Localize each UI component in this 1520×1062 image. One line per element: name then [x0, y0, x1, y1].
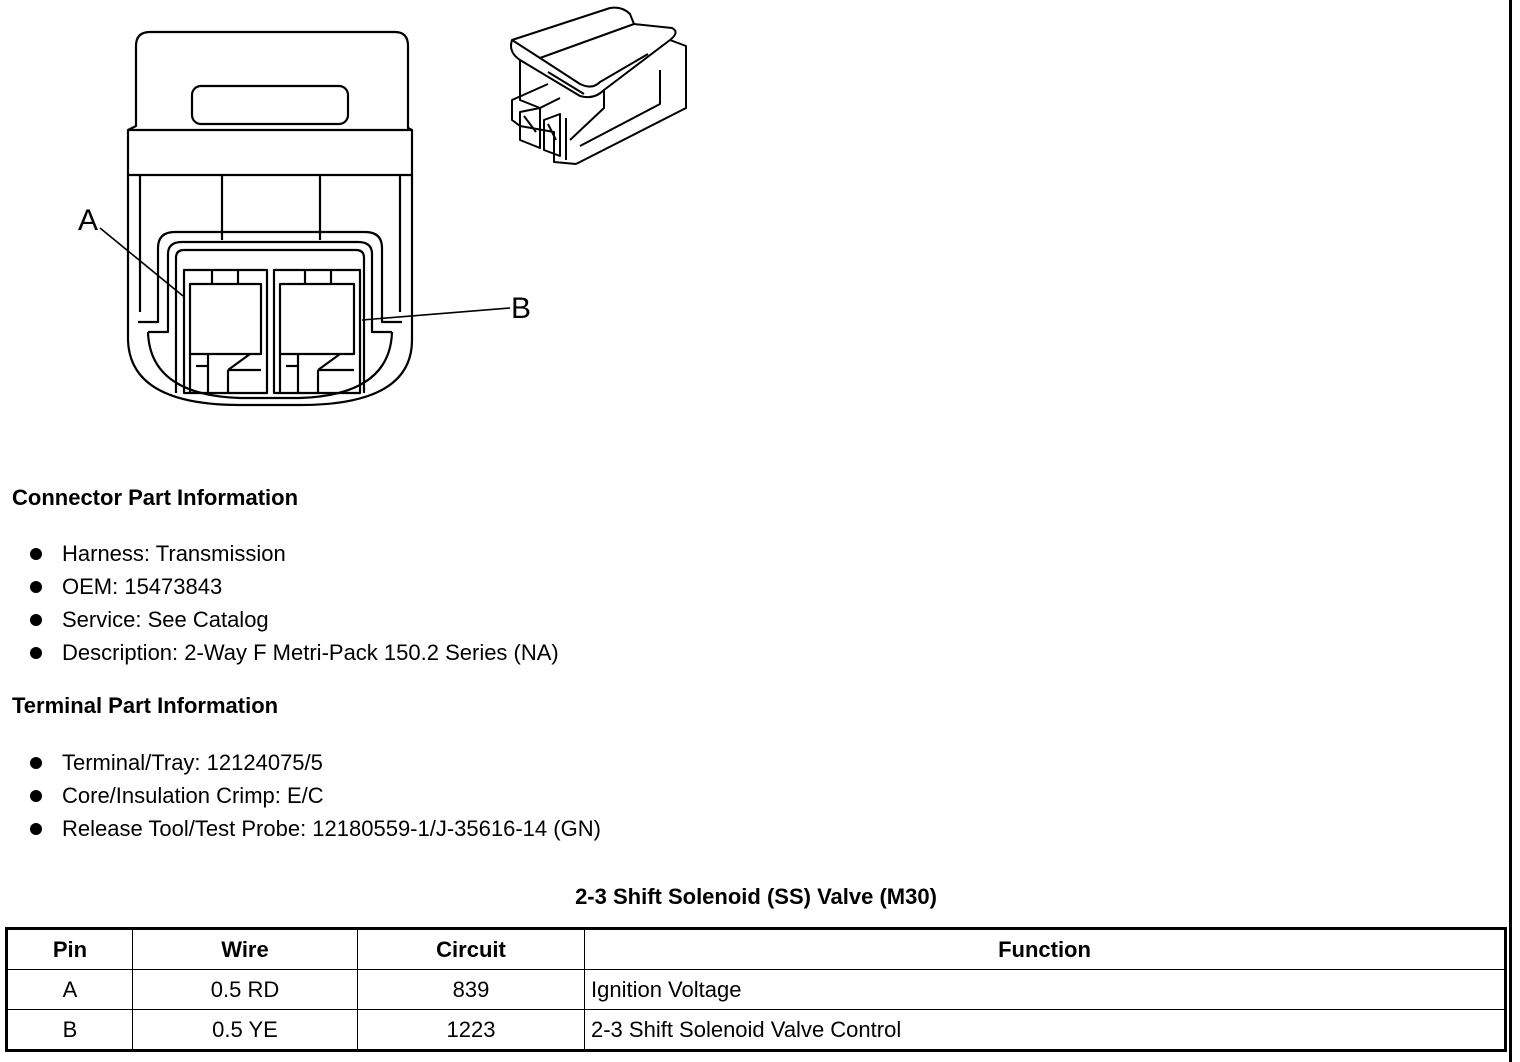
bullet-icon	[30, 548, 42, 560]
column-header-circuit: Circuit	[358, 929, 585, 970]
list-item: Service: See Catalog	[26, 603, 559, 636]
cell-wire: 0.5 YE	[133, 1010, 358, 1051]
column-header-function: Function	[585, 929, 1506, 970]
column-header-pin: Pin	[7, 929, 133, 970]
connector-side-view	[511, 8, 686, 164]
terminal-cavity-b	[274, 270, 360, 393]
cell-function: Ignition Voltage	[585, 970, 1506, 1010]
cell-circuit: 839	[358, 970, 585, 1010]
table-title: 2-3 Shift Solenoid (SS) Valve (M30)	[575, 884, 937, 909]
list-item: Core/Insulation Crimp: E/C	[26, 779, 601, 812]
table-row	[7, 970, 1506, 1010]
bullet-icon	[30, 581, 42, 593]
pinout-table	[5, 927, 1507, 1052]
list-item: OEM: 15473843	[26, 570, 559, 603]
connector-info-list	[26, 537, 559, 669]
bullet-icon	[30, 614, 42, 626]
connector-body-outline	[128, 32, 412, 405]
cell-circuit: 1223	[358, 1010, 585, 1051]
terminal-cavity-a	[184, 270, 267, 393]
list-item: Description: 2-Way F Metri-Pack 150.2 Series (NA)	[26, 636, 559, 669]
table-header-row	[7, 929, 1506, 970]
connector-diagram	[0, 0, 720, 430]
cell-function: 2-3 Shift Solenoid Valve Control	[585, 1010, 1506, 1051]
bullet-icon	[30, 647, 42, 659]
cell-wire: 0.5 RD	[133, 970, 358, 1010]
bullet-icon	[30, 790, 42, 802]
cell-pin: B	[7, 1010, 133, 1051]
pin-label-a: A	[78, 204, 99, 237]
leader-line-a	[100, 228, 183, 296]
terminal-info-list	[26, 746, 601, 845]
bullet-icon	[30, 823, 42, 835]
cell-pin: A	[7, 970, 133, 1010]
bullet-icon	[30, 757, 42, 769]
terminal-info-title: Terminal Part Information	[12, 693, 279, 718]
connector-info-title: Connector Part Information	[12, 485, 299, 510]
pin-label-b: B	[511, 292, 532, 325]
table-row	[7, 1010, 1506, 1051]
list-item: Release Tool/Test Probe: 12180559-1/J-35616-14 (GN)	[26, 812, 601, 845]
column-header-wire: Wire	[133, 929, 358, 970]
leader-line-b	[362, 308, 510, 320]
list-item: Terminal/Tray: 12124075/5	[26, 746, 601, 779]
list-item: Harness: Transmission	[26, 537, 559, 570]
